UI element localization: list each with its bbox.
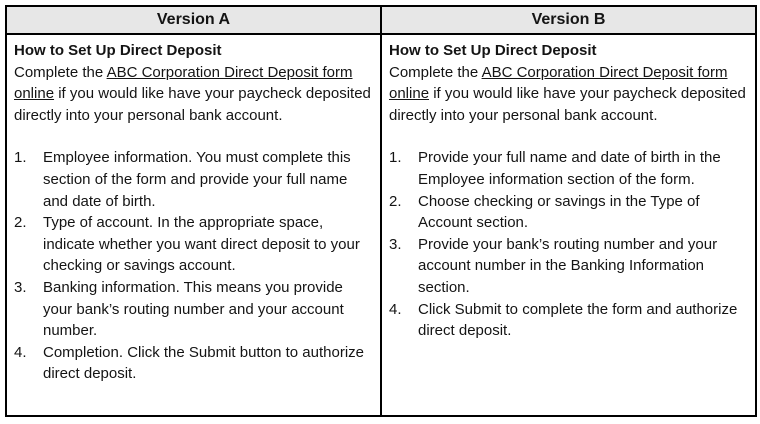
list-item xyxy=(14,277,372,342)
list-item xyxy=(14,342,372,385)
intro-paragraph xyxy=(389,62,747,127)
list-item-text: Banking information. This means you provide your bank’s routing number and your account number. xyxy=(43,278,344,340)
list-item-number: 2. xyxy=(14,214,27,232)
list-item-number: 3. xyxy=(389,235,402,253)
intro-heading: How to Set Up Direct Deposit xyxy=(14,42,222,59)
list-item-number: 1. xyxy=(14,149,27,167)
numbered-list xyxy=(14,147,372,385)
list-item-text: Provide your bank’s routing number and your account number in the Banking Information section. xyxy=(418,235,718,296)
version-b-header: Version B xyxy=(381,6,756,34)
list-item xyxy=(389,147,747,190)
comparison-table xyxy=(5,5,757,417)
table-header-row xyxy=(6,6,756,34)
list-item-number: 4. xyxy=(389,300,402,318)
version-a-cell xyxy=(6,34,381,416)
direct-deposit-form-link[interactable]: ABC Corporation Direct Deposit form online xyxy=(389,63,728,103)
list-item-text: Employee information. You must complete this section of the form and provide your full name and date of birth. xyxy=(43,149,351,210)
intro-text-post: if you would like have your paycheck deposited directly into your personal bank account. xyxy=(389,85,746,124)
numbered-list xyxy=(389,147,747,341)
list-item-number: 2. xyxy=(389,192,402,210)
list-item-text: Provide your full name and date of birth in the Employee information section of the form. xyxy=(418,149,721,188)
intro-text-post: if you would like have your paycheck deposited directly into your personal bank account. xyxy=(14,85,371,124)
list-item-text: Click Submit to complete the form and authorize direct deposit. xyxy=(418,300,738,340)
list-item xyxy=(14,212,372,277)
direct-deposit-form-link[interactable]: ABC Corporation Direct Deposit form online xyxy=(14,63,353,103)
intro-heading: How to Set Up Direct Deposit xyxy=(389,42,597,59)
list-item-number: 4. xyxy=(14,343,27,361)
version-b-cell xyxy=(381,34,756,416)
list-item xyxy=(389,299,747,342)
list-item-text: Type of account. In the appropriate space, indicate whether you want direct deposit to your checking or savings account. xyxy=(43,214,360,275)
intro-paragraph xyxy=(14,62,372,127)
version-a-header: Version A xyxy=(6,6,381,34)
table-body-row xyxy=(6,34,756,416)
list-item-text: Choose checking or savings in the Type of Account section. xyxy=(418,192,700,232)
intro-text-pre: Complete the xyxy=(389,63,482,81)
list-item-text: Completion. Click the Submit button to authorize direct deposit. xyxy=(43,343,364,383)
list-item xyxy=(389,191,747,234)
list-item xyxy=(14,147,372,212)
intro-text-pre: Complete the xyxy=(14,63,107,81)
list-item-number: 3. xyxy=(14,278,27,296)
list-item-number: 1. xyxy=(389,149,402,167)
list-item xyxy=(389,234,747,299)
